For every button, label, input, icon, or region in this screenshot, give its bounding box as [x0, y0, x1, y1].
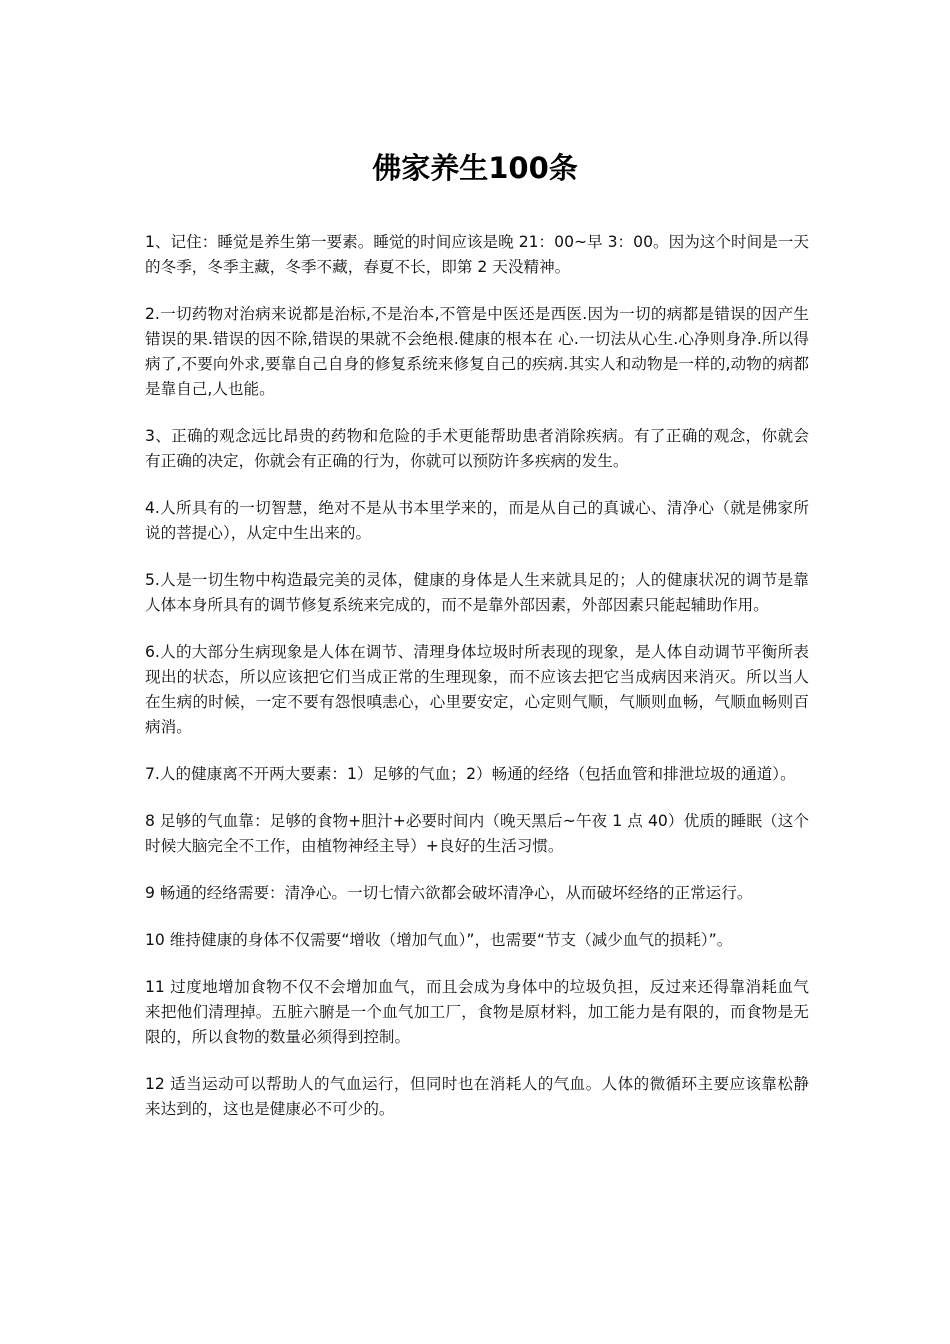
paragraph-2: 2.一切药物对治病来说都是治标,不是治本,不管是中医还是西医.因为一切的病都是错误的因产生错误的果.错误的因不除,错误的果就不会绝根.健康的根本在 心.一切法从心生.心净则身净.所以得病了,不要向外求,要靠自己自身的修复系统来修复自己的疾病.其实人和动物是一样的,动物的病都是靠自己,人也能。	[145, 305, 809, 398]
paragraph-11: 11 过度地增加食物不仅不会增加血气，而且会成为身体中的垃圾负担，反过来还得靠消耗血气来把他们清理掉。五脏六腑是一个血气加工厂，食物是原材料，加工能力是有限的，而食物是无限的，所以食物的数量必须得到控制。	[145, 978, 809, 1046]
paragraph-9: 9 畅通的经络需要：清净心。一切七情六欲都会破坏清净心，从而破坏经络的正常运行。	[145, 884, 753, 902]
paragraph-10: 10 维持健康的身体不仅需要“增收（增加气血）”，也需要“节支（减少血气的损耗）”。	[145, 931, 733, 949]
document-body	[145, 230, 809, 1144]
paragraph-4: 4.人所具有的一切智慧，绝对不是从书本里学来的，而是从自己的真诚心、清净心（就是佛家所说的菩提心），从定中生出来的。	[145, 499, 809, 542]
paragraph-5: 5.人是一切生物中构造最完美的灵体，健康的身体是人生来就具足的；人的健康状况的调节是靠人体本身所具有的调节修复系统来完成的，而不是靠外部因素，外部因素只能起辅助作用。	[145, 571, 809, 614]
paragraph-1: 1、记住：睡觉是养生第一要素。睡觉的时间应该是晚 21：00~早 3：00。因为这个时间是一天的冬季，冬季主藏，冬季不藏，春夏不长，即第 2 天没精神。	[145, 233, 809, 276]
paragraph-6: 6.人的大部分生病现象是人体在调节、清理身体垃圾时所表现的现象，是人体自动调节平衡所表现出的状态，所以应该把它们当成正常的生理现象，而不应该去把它当成病因来消灭。所以当人在生病的时候，一定不要有怨恨嗔恚心，心里要安定，心定则气顺，气顺则血畅，气顺血畅则百病消。	[145, 643, 809, 736]
paragraph-3: 3、正确的观念远比昂贵的药物和危险的手术更能帮助患者消除疾病。有了正确的观念，你就会有正确的决定，你就会有正确的行为，你就可以预防许多疾病的发生。	[145, 427, 809, 470]
paragraph-8: 8 足够的气血靠：足够的食物+胆汁+必要时间内（晚天黑后~午夜 1 点 40）优质的睡眠（这个时候大脑完全不工作，由植物神经主导）+良好的生活习惯。	[145, 812, 809, 855]
document-title: 佛家养生100条	[372, 151, 578, 185]
paragraph-12: 12 适当运动可以帮助人的气血运行，但同时也在消耗人的气血。人体的微循环主要应该靠松静来达到的，这也是健康必不可少的。	[145, 1075, 809, 1118]
paragraph-7: 7.人的健康离不开两大要素：1）足够的气血；2）畅通的经络（包括血管和排泄垃圾的通道）。	[145, 765, 796, 783]
